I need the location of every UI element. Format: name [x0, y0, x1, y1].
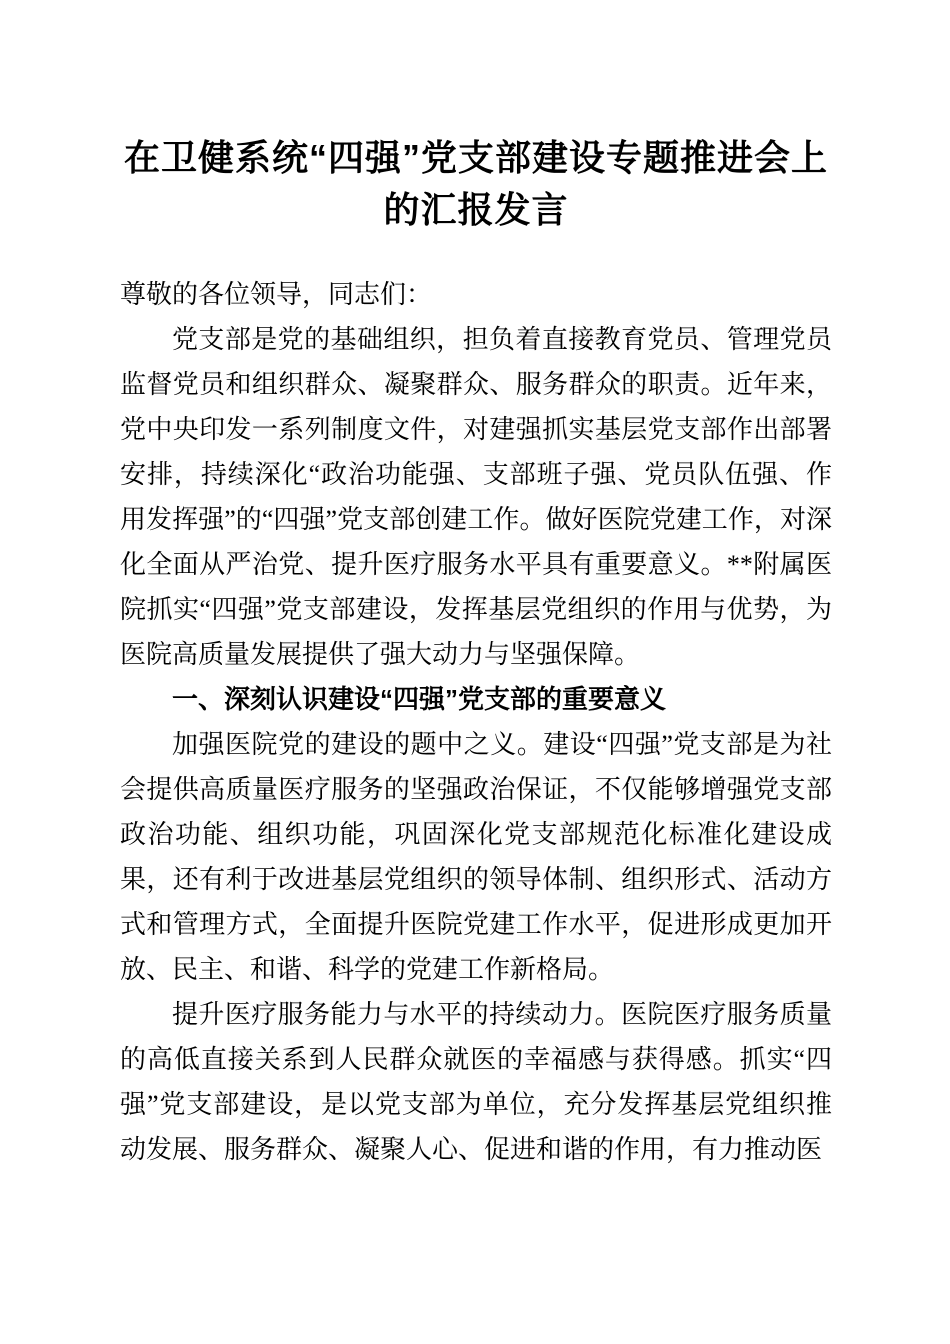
body-paragraph: 提升医疗服务能力与水平的持续动力。医院医疗服务质量的高低直接关系到人民群众就医的幸福感与获得感。抓实“四强”党支部建设，是以党支部为单位，充分发挥基层党组织推动发展、服务群众、凝聚人心、促进和谐的作用，有力推动医 [120, 1000, 832, 1164]
body-paragraph: 加强医院党的建设的题中之义。建设“四强”党支部是为社会提供高质量医疗服务的坚强政治保证，不仅能够增强党支部政治功能、组织功能，巩固深化党支部规范化标准化建设成果，还有利于改进基层党组织的领导体制、组织形式、活动方式和管理方式，全面提升医院党建工作水平，促进形成更加开放、民主、和谐、科学的党建工作新格局。 [120, 730, 832, 984]
body-paragraph: 党支部是党的基础组织，担负着直接教育党员、管理党员监督党员和组织群众、凝聚群众、服务群众的职责。近年来，党中央印发一系列制度文件，对建强抓实基层党支部作出部署安排，持续深化“政治功能强、支部班子强、党员队伍强、作用发挥强”的“四强”党支部创建工作。做好医院党建工作，对深化全面从严治党、提升医疗服务水平具有重要意义。**附属医院抓实“四强”党支部建设，发挥基层党组织的作用与优势，为医院高质量发展提供了强大动力与坚强保障。 [120, 325, 832, 669]
document-title: 在卫健系统“四强”党支部建设专题推进会上的汇报发言 [123, 137, 828, 230]
section-heading: 一、深刻认识建设“四强”党支部的重要意义 [172, 684, 667, 714]
salutation-line: 尊敬的各位领导，同志们： [120, 280, 433, 309]
